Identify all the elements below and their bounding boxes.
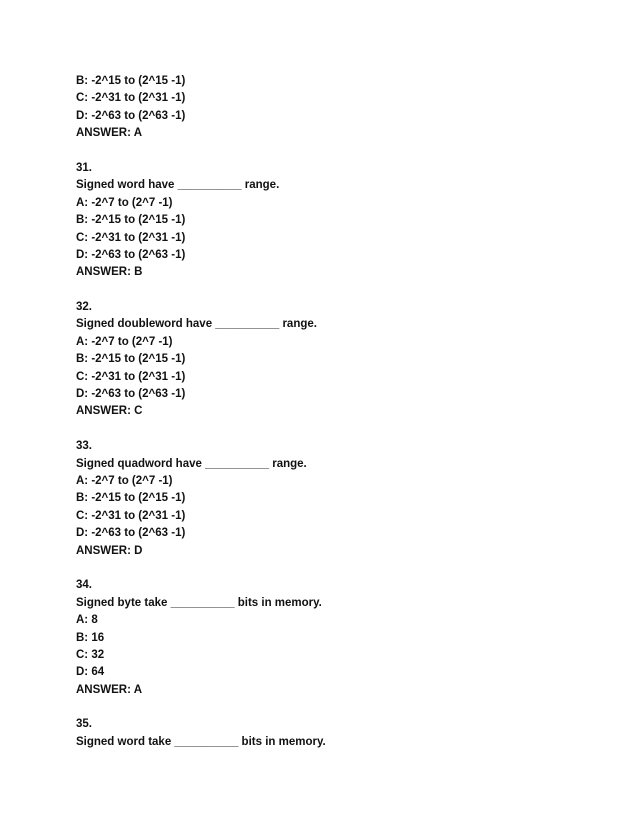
option-d: D: 64 [76,666,105,679]
question-number: 35. [76,718,92,731]
question-text: Signed byte take __________ bits in memory. [76,596,322,609]
option-b: B: -2^15 to (2^15 -1) [76,75,186,87]
option-b: B: -2^15 to (2^15 -1) [76,353,186,366]
question-number: 33. [76,440,92,453]
answer: ANSWER: C [76,405,143,418]
question-35 [76,716,576,751]
question-number: 31. [76,161,92,174]
document-body [76,73,576,751]
question-number: 34. [76,579,92,592]
question-continued [76,73,576,143]
option-c: C: 32 [76,648,105,661]
blank-line [76,282,576,299]
question-32 [76,299,576,421]
blank-line [76,143,576,160]
option-c: C: -2^31 to (2^31 -1) [76,509,186,522]
question-text: Signed doubleword have __________ range. [76,318,317,331]
answer: ANSWER: B [76,266,143,279]
question-text: Signed word have __________ range. [76,179,280,192]
question-34 [76,577,576,699]
blank-line [76,560,576,577]
option-c: C: -2^31 to (2^31 -1) [76,370,186,383]
blank-line [76,421,576,438]
option-b: B: -2^15 to (2^15 -1) [76,492,186,505]
answer: ANSWER: D [76,544,143,557]
question-number: 32. [76,301,92,314]
option-d: D: -2^63 to (2^63 -1) [76,109,186,122]
blank-line [76,699,576,716]
option-a: A: -2^7 to (2^7 -1) [76,196,173,209]
question-text: Signed quadword have __________ range. [76,457,307,470]
answer: ANSWER: A [76,683,143,696]
option-d: D: -2^63 to (2^63 -1) [76,248,186,261]
option-c: C: -2^31 to (2^31 -1) [76,92,186,105]
option-b: B: -2^15 to (2^15 -1) [76,214,186,227]
option-a: A: 8 [76,614,98,627]
option-b: B: 16 [76,631,105,644]
question-31 [76,160,576,282]
option-d: D: -2^63 to (2^63 -1) [76,388,186,401]
option-d: D: -2^63 to (2^63 -1) [76,527,186,540]
answer: ANSWER: A [76,127,143,140]
question-33 [76,438,576,560]
option-c: C: -2^31 to (2^31 -1) [76,231,186,244]
question-text: Signed word take __________ bits in memory. [76,735,326,748]
option-a: A: -2^7 to (2^7 -1) [76,335,173,348]
option-a: A: -2^7 to (2^7 -1) [76,474,173,487]
